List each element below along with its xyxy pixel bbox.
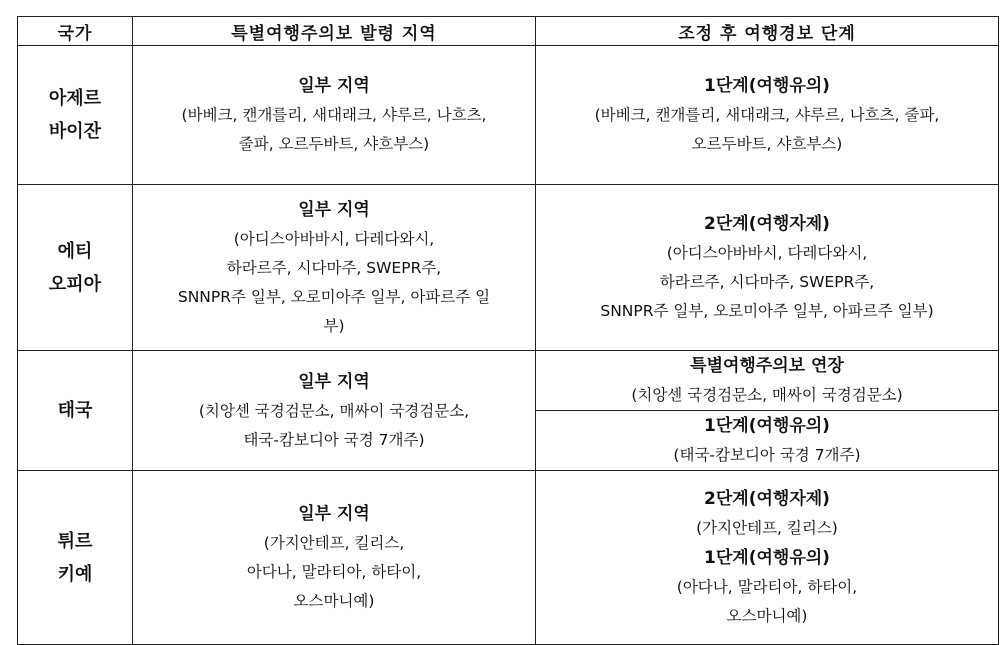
region-cell — [133, 46, 536, 185]
region-heading: 일부 지역 — [298, 76, 370, 96]
level-line: (치앙센 국경검문소, 매싸이 국경검문소) — [631, 386, 903, 404]
level-line: 하라르주, 시다마주, SWEPR주, — [659, 273, 875, 291]
adjusted-cell — [536, 46, 999, 185]
country-name-line: 바이잔 — [48, 121, 102, 142]
level-heading: 1단계(여행유의) — [704, 548, 830, 568]
level-line: (가지안테프, 킬리스) — [696, 519, 838, 537]
level-line: (아다나, 말라티아, 하타이, — [676, 578, 858, 596]
country-name-line: 아제르 — [48, 88, 102, 109]
region-cell — [133, 185, 536, 351]
region-line: 줄파, 오르두바트, 샤흐부스) — [238, 135, 430, 153]
adjusted-subcell — [536, 351, 998, 410]
region-heading: 일부 지역 — [298, 504, 370, 524]
country-name-line: 키예 — [57, 563, 93, 585]
region-line: 아다나, 말라티아, 하타이, — [246, 563, 422, 581]
table-row — [18, 185, 999, 351]
region-line: SNNPR주 일부, 오로미아주 일부, 아파르주 일 — [177, 287, 491, 306]
level-line: (아디스아바바시, 다레다와시, — [666, 244, 868, 262]
level-line: 오르두바트, 샤흐부스) — [691, 135, 843, 153]
country-name-line: 에티 — [57, 240, 93, 262]
level-heading: 2단계(여행자제) — [704, 489, 830, 509]
adjusted-cell — [536, 471, 999, 645]
region-line: (가지안테프, 킬리스, — [263, 534, 405, 552]
country-name-line: 오피아 — [48, 273, 102, 295]
adjusted-cell — [536, 185, 999, 351]
level-heading: 2단계(여행자제) — [704, 214, 830, 234]
level-line: (바베크, 캔개를리, 새대래크, 샤루르, 나흐츠, 줄파, — [594, 106, 940, 124]
country-cell — [18, 471, 133, 645]
region-cell — [133, 351, 536, 471]
header-row — [18, 17, 999, 46]
region-line: 오스마니예) — [293, 592, 375, 610]
header-region: 특별여행주의보 발령 지역 — [133, 17, 536, 46]
header-country: 국가 — [18, 17, 133, 46]
travel-advisory-table — [17, 16, 999, 645]
level-heading: 1단계(여행유의) — [704, 416, 830, 436]
table-row — [18, 471, 999, 645]
level-line: SNNPR주 일부, 오로미아주 일부, 아파르주 일부) — [600, 302, 934, 320]
region-line: (아디스아바바시, 다레다와시, — [233, 229, 435, 248]
region-line: (치앙센 국경검문소, 매싸이 국경검문소, — [198, 401, 470, 420]
region-cell — [133, 471, 536, 645]
country-cell — [18, 185, 133, 351]
country-name-line: 태국 — [57, 400, 93, 421]
table-row — [18, 351, 999, 471]
table-row — [18, 46, 999, 185]
region-line: 하라르주, 시다마주, SWEPR주, — [226, 258, 442, 277]
country-name-line: 튀르 — [57, 530, 93, 552]
level-heading: 1단계(여행유의) — [704, 76, 830, 96]
country-cell — [18, 351, 133, 471]
level-heading: 특별여행주의보 연장 — [690, 356, 844, 376]
level-line: 오스마니예) — [726, 607, 808, 625]
region-heading: 일부 지역 — [298, 371, 370, 392]
adjusted-cell — [536, 351, 999, 471]
level-line: (태국-캄보디아 국경 7개주) — [673, 446, 861, 464]
region-heading: 일부 지역 — [298, 199, 370, 220]
country-cell — [18, 46, 133, 185]
header-adjusted-level: 조정 후 여행경보 단계 — [536, 17, 999, 46]
region-line: (바베크, 캔개를리, 새대래크, 샤루르, 나흐츠, — [181, 106, 487, 124]
adjusted-subcell — [536, 410, 998, 470]
region-line: 부) — [323, 316, 345, 335]
region-line: 태국-캄보디아 국경 7개주) — [243, 430, 425, 449]
